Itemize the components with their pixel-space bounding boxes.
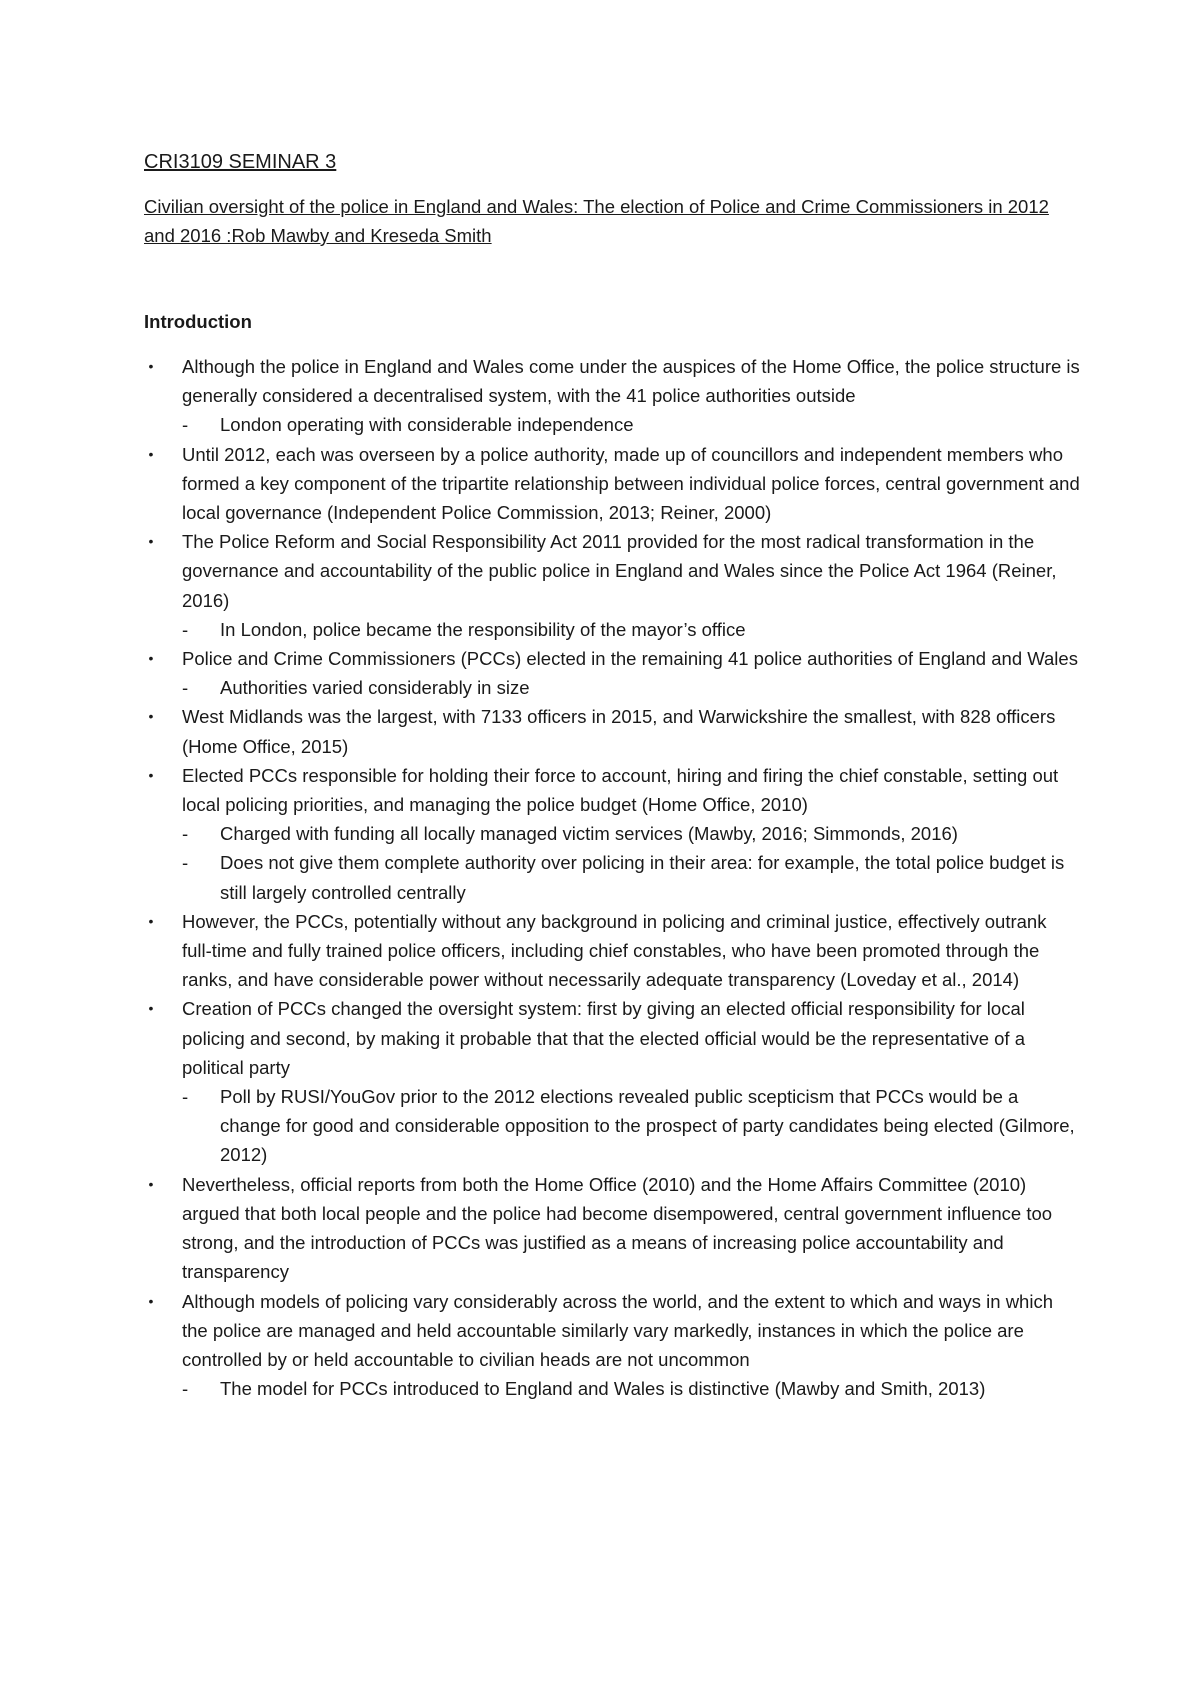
bullet-text: Until 2012, each was overseen by a police authority, made up of councillors and independent members who formed a key component of the tripartite relationship between individual police forces, central government and local governance (Independent Police Commission, 2013; Reiner, 2000) [182,443,1080,524]
sub-item [182,615,1080,644]
bullet-text: Although the police in England and Wales come under the auspices of the Home Office, the police structure is generally considered a decentralised system, with the 41 police authorities outside [182,356,1080,407]
bullet-item [144,440,1080,528]
sub-list [182,819,1080,907]
bullet-text: Elected PCCs responsible for holding their force to account, hiring and firing the chief constable, setting out local policing priorities, and managing the police budget (Home Office, 2010) [182,764,1059,816]
bullet-text: West Midlands was the largest, with 7133 officers in 2015, and Warwickshire the smallest, with 828 officers (Home Office, 2015) [182,706,1056,757]
bullet-item [144,644,1080,702]
sub-item [182,1082,1080,1170]
bullet-text: However, the PCCs, potentially without any background in policing and criminal justice, effectively outrank full-time and fully trained police officers, including chief constables, who have been promoted through the ranks, and have considerable power without necessarily adequate transparency (Loveday et al., 2014) [182,910,1047,991]
document-title: CRI3109 SEMINAR 3 [144,151,337,173]
sub-item-text: The model for PCCs introduced to England and Wales is distinctive (Mawby and Smith, 2013) [220,1378,986,1400]
bullet-marker: • [148,445,154,462]
document-subtitle: Civilian oversight of the police in England and Wales: The election of Police and Crime Commissioners in 2012 and 2016 :Rob Mawby and Kreseda Smith [144,196,1049,246]
bullet-list [144,352,1080,1403]
bullet-item [144,352,1080,440]
dash-marker: - [182,1378,189,1400]
section-heading: Introduction [144,311,252,332]
sub-item [182,673,1080,702]
dash-marker: - [182,823,189,845]
sub-list [182,410,1080,439]
bullet-item [144,1287,1080,1404]
bullet-text: Although models of policing vary considerably across the world, and the extent to which and ways in which the police are managed and held accountable similarly vary markedly, instances in which the police are controlled by or held accountable to civilian heads are not uncommon [182,1290,1053,1370]
bullet-marker: • [148,358,154,374]
sub-item-text: Does not give them complete authority over policing in their area: for example, the total police budget is still largely controlled centrally [220,852,1065,903]
bullet-marker: • [148,708,154,725]
sub-list [182,673,1080,702]
bullet-marker: • [148,1175,154,1192]
bullet-marker: • [148,766,154,783]
bullet-text: The Police Reform and Social Responsibility Act 2011 provided for the most radical transformation in the governance and accountability of the public police in England and Wales since the Police Act 1964 (Reiner, 2016) [182,531,1057,611]
bullet-marker: • [148,533,154,550]
sub-item-text: Charged with funding all locally managed victim services (Mawby, 2016; Simmonds, 2016) [220,823,958,845]
sub-item [182,848,1080,906]
bullet-marker: • [148,1292,154,1309]
dash-marker: - [182,852,189,874]
dash-marker: - [182,1086,189,1108]
bullet-item [144,527,1080,644]
sub-list [182,615,1080,644]
sub-item [182,819,1080,848]
bullet-marker: • [148,1000,154,1017]
sub-item-text: London operating with considerable independence [220,414,634,436]
sub-item-text: Authorities varied considerably in size [220,677,530,699]
bullet-text: Police and Crime Commissioners (PCCs) elected in the remaining 41 police authorities of England and Wales [182,648,1078,670]
bullet-item [144,994,1080,1169]
sub-item-text: In London, police became the responsibility of the mayor’s office [220,618,746,640]
sub-item [182,1374,1080,1403]
bullet-marker: • [148,912,154,929]
bullet-item [144,761,1080,907]
dash-marker: - [182,414,189,436]
bullet-text: Nevertheless, official reports from both the Home Office (2010) and the Home Affairs Committee (2010) argued that both local people and the police had become disempowered, central government influence too strong, and the introduction of PCCs was justified as a means of increasing police accountability and transparency [182,1173,1053,1283]
bullet-item [144,702,1080,760]
sub-list [182,1374,1080,1403]
sub-item [182,410,1080,439]
bullet-item [144,1170,1080,1287]
dash-marker: - [182,618,189,640]
bullet-marker: • [148,650,154,667]
bullet-item [144,907,1080,995]
sub-list [182,1082,1080,1170]
dash-marker: - [182,677,189,699]
sub-item-text: Poll by RUSI/YouGov prior to the 2012 elections revealed public scepticism that PCCs would be a change for good and considerable opposition to the prospect of party candidates being elected (Gilmore, 2012) [220,1086,1075,1166]
bullet-text: Creation of PCCs changed the oversight system: first by giving an elected official responsibility for local policing and second, by making it probable that that the elected official would be the representative of a political party [182,998,1025,1078]
